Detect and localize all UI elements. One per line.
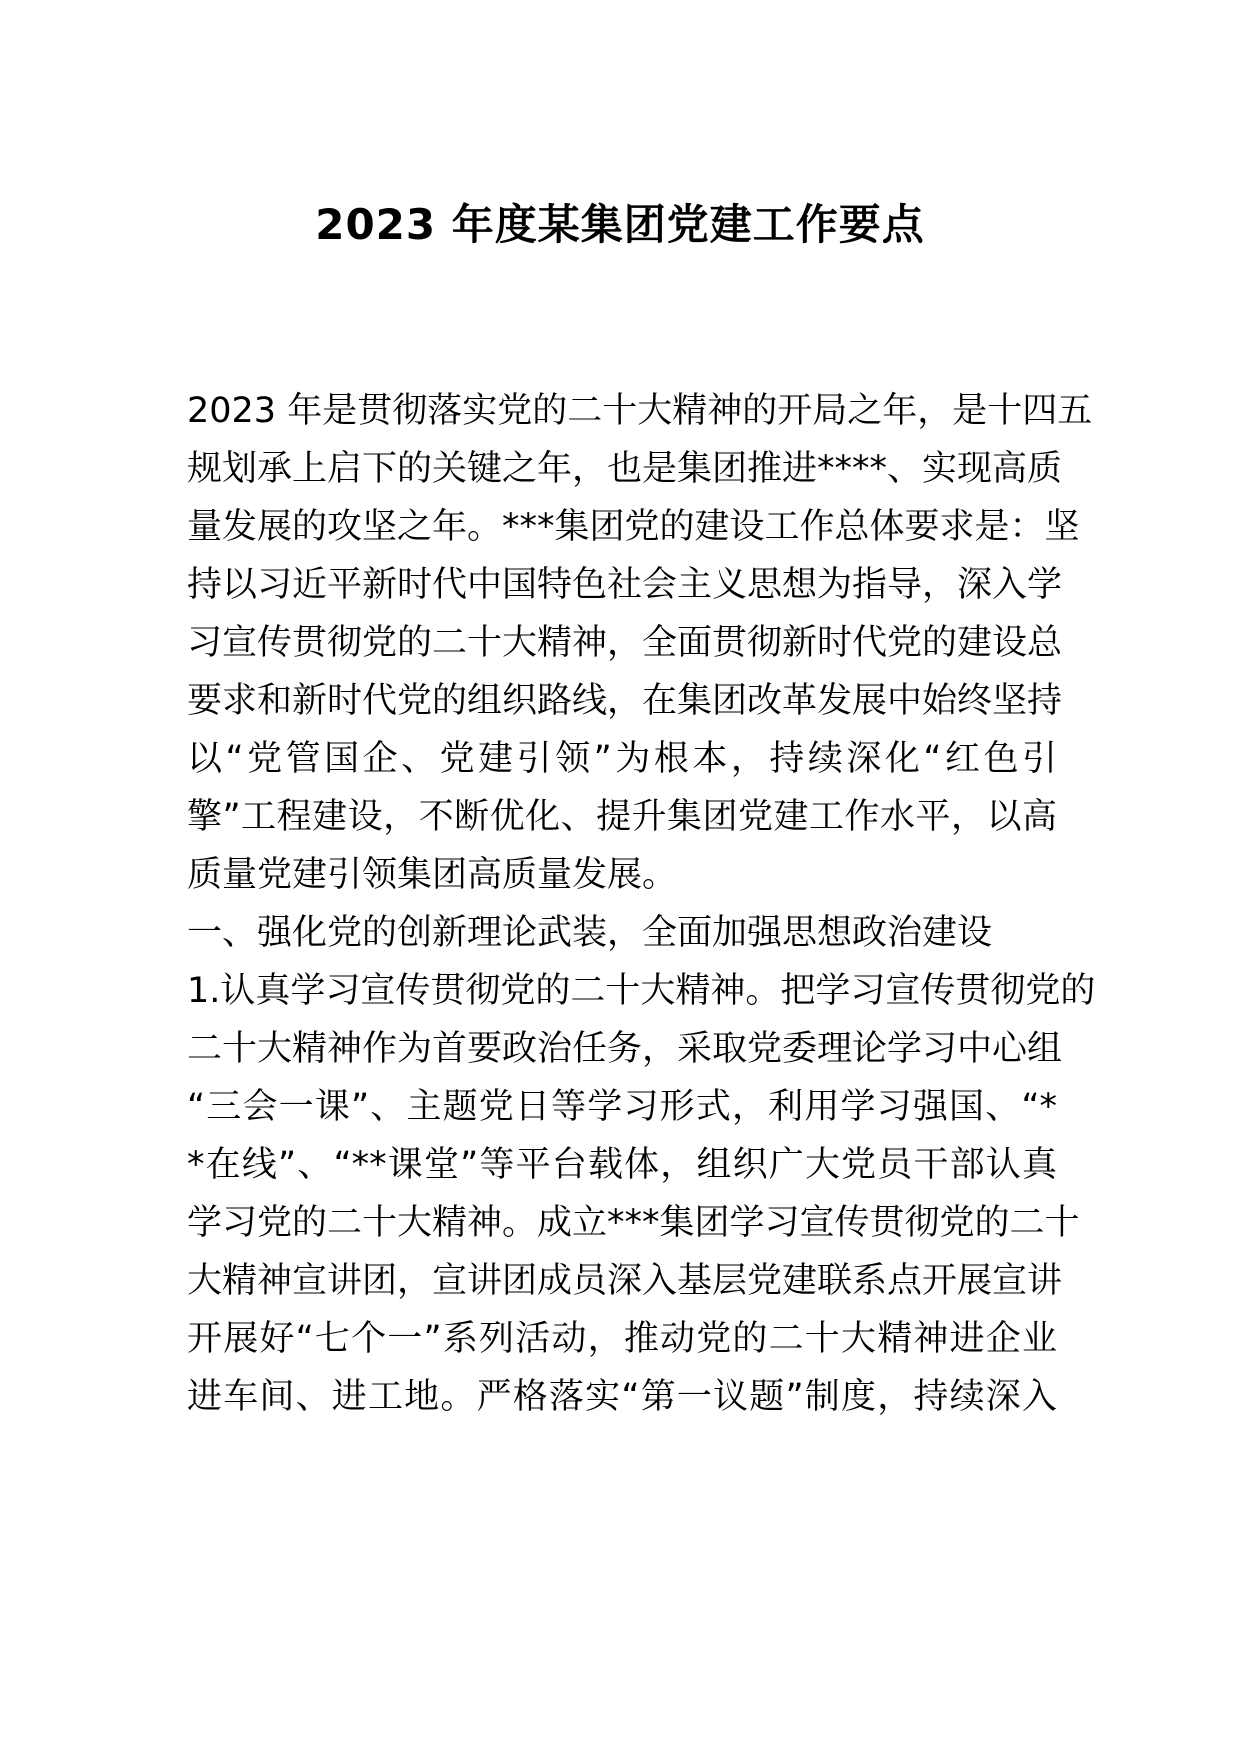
body-line: *在线”、“**课堂”等平台载体，组织广大党员干部认真 bbox=[187, 1145, 1057, 1185]
body-line: 二十大精神作为首要政治任务，采取党委理论学习中心组 bbox=[187, 1029, 1063, 1069]
body-line: 质量党建引领集团高质量发展。 bbox=[187, 855, 678, 895]
body-line: 规划承上启下的关键之年，也是集团推进****、实现高质 bbox=[187, 449, 1063, 489]
body-line: 大精神宣讲团，宣讲团成员深入基层党建联系点开展宣讲 bbox=[187, 1261, 1063, 1301]
body-line: 擎”工程建设，不断优化、提升集团党建工作水平，以高 bbox=[187, 797, 1057, 837]
body-line: 以“党管国企、党建引领”为根本，持续深化“红色引 bbox=[187, 739, 1057, 779]
body-line: 进车间、进工地。严格落实“第一议题”制度，持续深入 bbox=[187, 1377, 1057, 1417]
section-heading: 一、强化党的创新理论武装，全面加强思想政治建设 bbox=[187, 913, 993, 953]
body-line: 习宣传贯彻党的二十大精神，全面贯彻新时代党的建设总 bbox=[187, 623, 1063, 663]
body-line: “三会一课”、主题党日等学习形式，利用学习强国、“* bbox=[187, 1087, 1057, 1127]
body-line: 开展好“七个一”系列活动，推动党的二十大精神进企业 bbox=[187, 1319, 1057, 1359]
body-line: 1.认真学习宣传贯彻党的二十大精神。把学习宣传贯彻党的 bbox=[187, 971, 1096, 1011]
body-line: 2023 年是贯彻落实党的二十大精神的开局之年，是十四五 bbox=[187, 391, 1093, 431]
body-line: 持以习近平新时代中国特色社会主义思想为指导，深入学 bbox=[187, 565, 1063, 605]
body-line: 要求和新时代党的组织路线，在集团改革发展中始终坚持 bbox=[187, 681, 1063, 721]
body-line: 学习党的二十大精神。成立***集团学习宣传贯彻党的二十 bbox=[187, 1203, 1080, 1243]
document-title: 2023 年度某集团党建工作要点 bbox=[315, 200, 925, 249]
body-line: 量发展的攻坚之年。***集团党的建设工作总体要求是：坚 bbox=[187, 507, 1080, 547]
